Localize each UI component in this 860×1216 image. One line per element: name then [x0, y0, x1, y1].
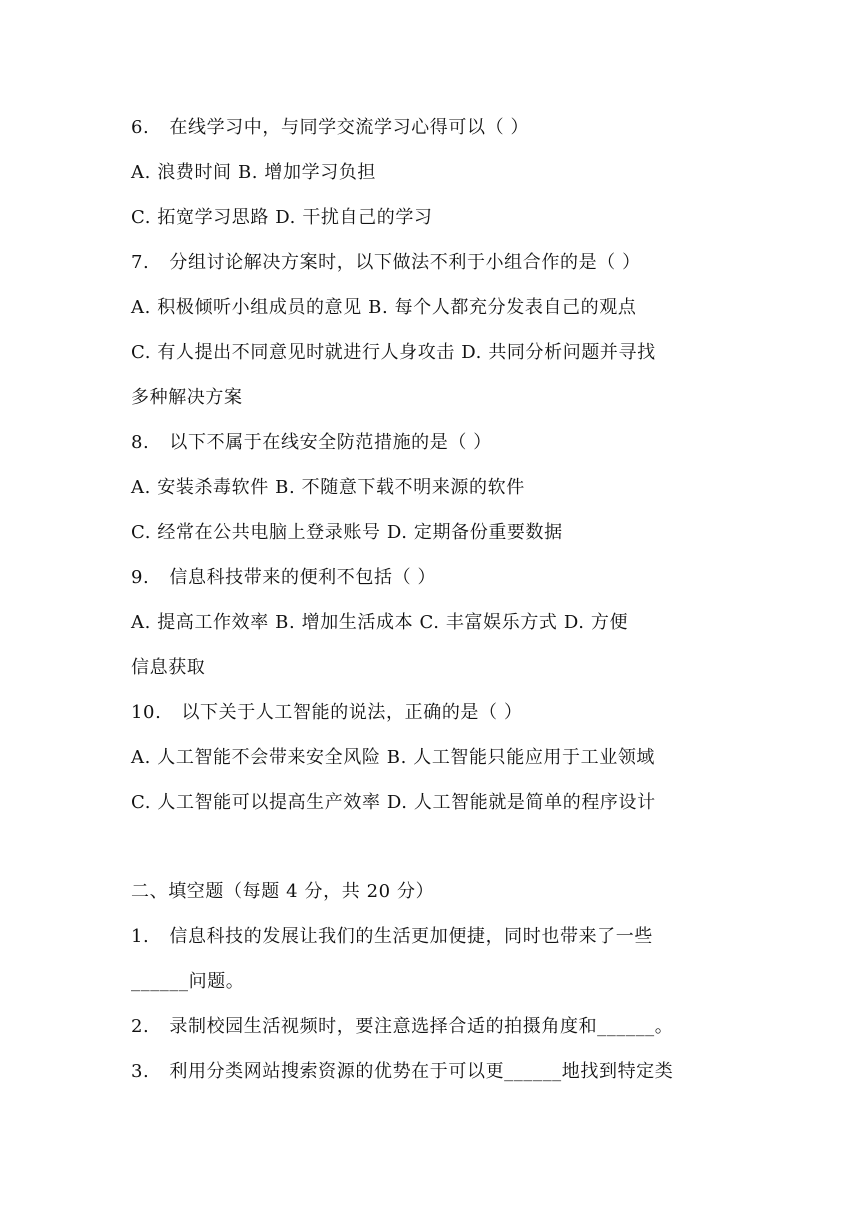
- item-number: 1.: [131, 926, 150, 947]
- question-number: 7.: [131, 252, 150, 273]
- question-9-options-line-1: A. 提高工作效率 B. 增加生活成本 C. 丰富娱乐方式 D. 方便: [131, 612, 629, 633]
- question-9-options-line-2: 信息获取: [131, 657, 206, 678]
- question-7-options-line-1: A. 积极倾听小组成员的意见 B. 每个人都充分发表自己的观点: [131, 297, 637, 318]
- question-6: [131, 112, 741, 144]
- question-8-options-line-1: A. 安装杀毒软件 B. 不随意下载不明来源的软件: [131, 477, 525, 498]
- question-8: [131, 427, 741, 459]
- section-heading: 二、填空题（每题 4 分，共 20 分）: [131, 881, 435, 902]
- question-number: 8.: [131, 432, 150, 453]
- fill-in-item-3: [131, 1056, 741, 1088]
- question-number: 9.: [131, 567, 150, 588]
- question-7-options-line-2: C. 有人提出不同意见时就进行人身攻击 D. 共同分析问题并寻找: [131, 342, 656, 363]
- question-6-options-line-2: C. 拓宽学习思路 D. 干扰自己的学习: [131, 207, 433, 228]
- fill-in-item-1-continuation: ______问题。: [131, 971, 245, 992]
- question-stem: 在线学习中，与同学交流学习心得可以（ ）: [169, 117, 530, 138]
- question-8-options-line-2: C. 经常在公共电脑上登录账号 D. 定期备份重要数据: [131, 522, 563, 543]
- item-number: 2.: [131, 1016, 150, 1037]
- question-10: [131, 697, 741, 729]
- question-number: 10.: [131, 702, 162, 723]
- fill-in-item-2: [131, 1011, 741, 1043]
- item-number: 3.: [131, 1061, 150, 1082]
- item-text: 利用分类网站搜索资源的优势在于可以更______地找到特定类: [169, 1061, 674, 1082]
- question-7-options-line-3: 多种解决方案: [131, 387, 243, 408]
- item-text: 录制校园生活视频时，要注意选择合适的拍摄角度和______。: [169, 1016, 674, 1037]
- question-10-options-line-2: C. 人工智能可以提高生产效率 D. 人工智能就是简单的程序设计: [131, 792, 656, 813]
- question-10-options-line-1: A. 人工智能不会带来安全风险 B. 人工智能只能应用于工业领域: [131, 747, 656, 768]
- question-stem: 分组讨论解决方案时，以下做法不利于小组合作的是（ ）: [169, 252, 641, 273]
- question-7: [131, 247, 741, 279]
- question-stem: 以下不属于在线安全防范措施的是（ ）: [169, 432, 492, 453]
- question-stem: 以下关于人工智能的说法，正确的是（ ）: [181, 702, 523, 723]
- question-6-options-line-1: A. 浪费时间 B. 增加学习负担: [131, 162, 377, 183]
- question-number: 6.: [131, 117, 150, 138]
- question-9: [131, 562, 741, 594]
- item-text: 信息科技的发展让我们的生活更加便捷，同时也带来了一些: [169, 926, 653, 947]
- fill-in-item-1: [131, 921, 741, 953]
- question-stem: 信息科技带来的便利不包括（ ）: [169, 567, 437, 588]
